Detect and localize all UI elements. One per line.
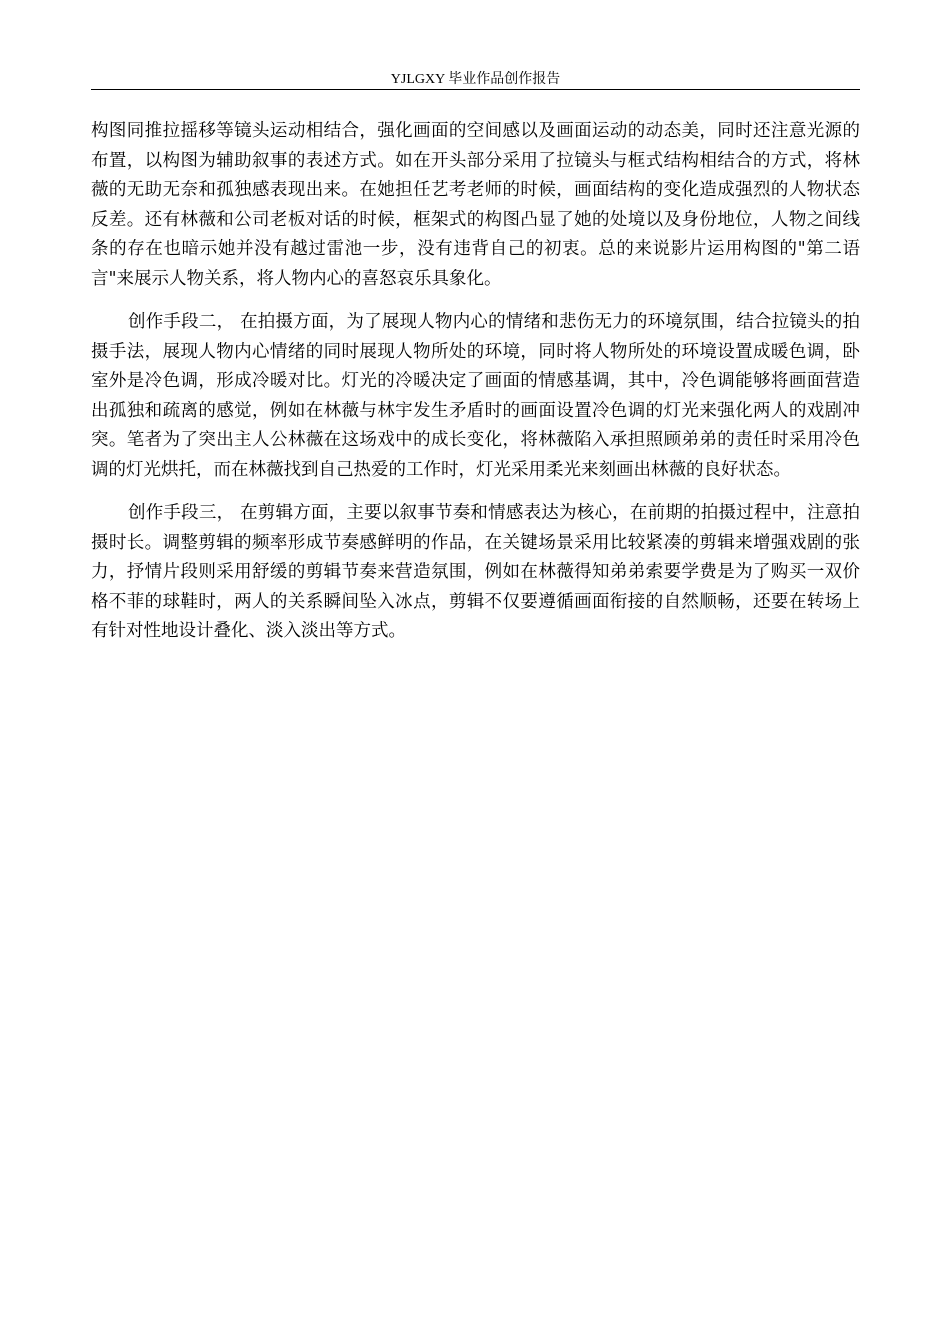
running-header: YJLGXY 毕业作品创作报告 (390, 72, 561, 87)
paragraph-method-three: 创作手段三， 在剪辑方面，主要以叙事节奏和情感表达为核心，在前期的拍摄过程中，注意拍摄时长。调整剪辑的频率形成节奏感鲜明的作品，在关键场景采用比较紧凑的剪辑来增强戏剧的张力，抒情片段则采用舒缓的剪辑节奏来营造氛围，例如在林薇得知弟弟索要学费是为了购买一双价格不菲的球鞋时，两人的关系瞬间坠入冰点，剪辑不仅要遵循画面衔接的自然顺畅，还要在转场上有针对性地设计叠化、淡入淡出等方式。 (91, 503, 860, 641)
paragraph-method-two: 创作手段二， 在拍摄方面，为了展现人物内心的情绪和悲伤无力的环境氛围，结合拉镜头的拍摄手法，展现人物内心情绪的同时展现人物所处的环境，同时将人物所处的环境设置成暖色调，卧室外是冷色调，形成冷暖对比。灯光的冷暖决定了画面的情感基调，其中，冷色调能够将画面营造出孤独和疏离的感觉，例如在林薇与林宇发生矛盾时的画面设置冷色调的灯光来强化两人的戏剧冲突。笔者为了突出主人公林薇在这场戏中的成长变化，将林薇陷入承担照顾弟弟的责任时采用冷色调的灯光烘托，而在林薇找到自己热爱的工作时，灯光采用柔光来刻画出林薇的良好状态。 (91, 312, 860, 480)
paragraph-composition: 构图同推拉摇移等镜头运动相结合，强化画面的空间感以及画面运动的动态美，同时还注意光源的布置，以构图为辅助叙事的表述方式。如在开头部分采用了拉镜头与框式结构相结合的方式，将林薇的无助无奈和孤独感表现出来。在她担任艺考老师的时候，画面结构的变化造成强烈的人物状态反差。还有林薇和公司老板对话的时候，框架式的构图凸显了她的处境以及身份地位，人物之间线条的存在也暗示她并没有越过雷池一步，没有违背自己的初衷。总的来说影片运用构图的"第二语言"来展示人物关系，将人物内心的喜怒哀乐具象化。 (91, 121, 860, 289)
header-rule (91, 89, 860, 90)
body-text (91, 117, 860, 661)
